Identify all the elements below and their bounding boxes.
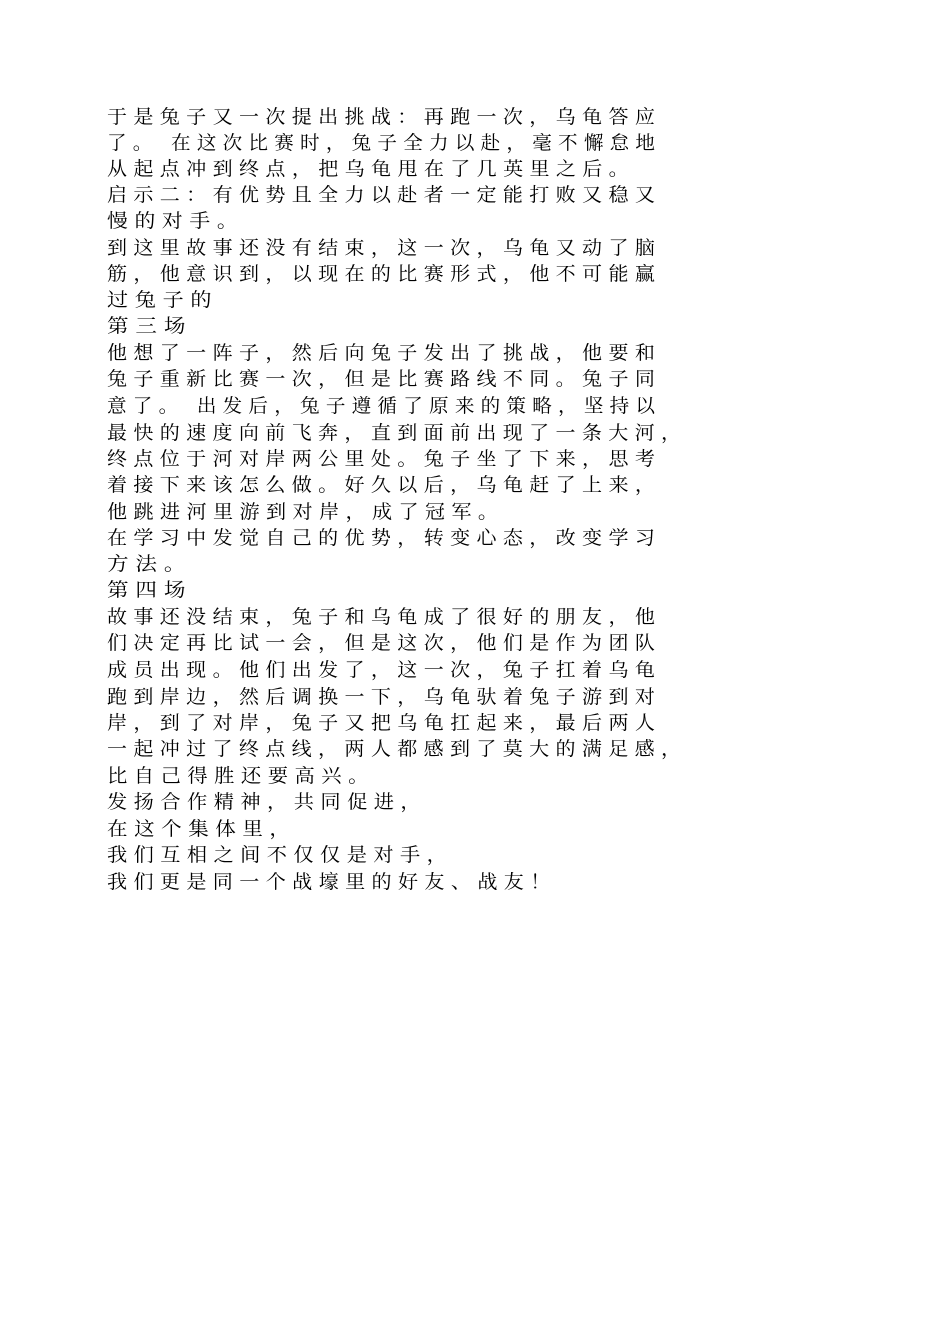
text-line: 一 起 冲 过 了 终 点 线 ， 两 人 都 感 到 了 莫 大 的 满 足 感 ， bbox=[107, 738, 682, 760]
text-line: 从 起 点 冲 到 终 点 ， 把 乌 龟 甩 在 了 几 英 里 之 后 。 bbox=[107, 158, 629, 180]
text-line: 到 这 里 故 事 还 没 有 结 束 ， 这 一 次 ， 乌 龟 又 动 了 脑 bbox=[107, 237, 655, 259]
section-heading: 第 三 场 bbox=[107, 315, 186, 337]
text-line: 在 这 个 集 体 里 ， bbox=[107, 818, 290, 840]
text-line: 方 法 。 bbox=[107, 553, 186, 575]
text-line: 兔 子 重 新 比 赛 一 次 ， 但 是 比 赛 路 线 不 同 。 兔 子 同 bbox=[107, 368, 655, 390]
text-line: 他 跳 进 河 里 游 到 对 岸 ， 成 了 冠 军 。 bbox=[107, 501, 499, 523]
text-line: 意 了 。 出 发 后 ， 兔 子 遵 循 了 原 来 的 策 略 ， 坚 持 以 bbox=[107, 395, 655, 417]
text-line: 过 兔 子 的 bbox=[107, 289, 212, 311]
section-heading: 第 四 场 bbox=[107, 579, 186, 601]
text-line: 了 。 在 这 次 比 赛 时 ， 兔 子 全 力 以 赴 ， 毫 不 懈 怠 地 bbox=[107, 132, 655, 154]
text-line: 们 决 定 再 比 试 一 会 ， 但 是 这 次 ， 他 们 是 作 为 团 队 bbox=[107, 632, 655, 654]
text-line: 筋 ， 他 意 识 到 ， 以 现 在 的 比 赛 形 式 ， 他 不 可 能 赢 bbox=[107, 263, 655, 285]
text-line: 启 示 二 ： 有 优 势 且 全 力 以 赴 者 一 定 能 打 败 又 稳 又 bbox=[107, 184, 655, 206]
text-line: 终 点 位 于 河 对 岸 两 公 里 处 。 兔 子 坐 了 下 来 ， 思 考 bbox=[107, 448, 655, 470]
text-line: 着 接 下 来 该 怎 么 做 。 好 久 以 后 ， 乌 龟 赶 了 上 来 ， bbox=[107, 474, 655, 496]
text-line: 发 扬 合 作 精 神 ， 共 同 促 进 ， bbox=[107, 791, 421, 813]
text-line: 我 们 更 是 同 一 个 战 壕 里 的 好 友 、 战 友 ！ bbox=[107, 871, 551, 893]
text-line: 慢 的 对 手 。 bbox=[107, 210, 238, 232]
text-line: 最 快 的 速 度 向 前 飞 奔 ， 直 到 面 前 出 现 了 一 条 大 河 ， bbox=[107, 422, 682, 444]
text-line: 跑 到 岸 边 ， 然 后 调 换 一 下 ， 乌 龟 驮 着 兔 子 游 到 对 bbox=[107, 686, 655, 708]
text-line: 成 员 出 现 。 他 们 出 发 了 ， 这 一 次 ， 兔 子 扛 着 乌 龟 bbox=[107, 659, 655, 681]
text-line: 岸 ， 到 了 对 岸 ， 兔 子 又 把 乌 龟 扛 起 来 ， 最 后 两 人 bbox=[107, 712, 655, 734]
text-line: 在 学 习 中 发 觉 自 己 的 优 势 ， 转 变 心 态 ， 改 变 学 习 bbox=[107, 527, 655, 549]
text-line: 比 自 己 得 胜 还 要 高 兴 。 bbox=[107, 765, 369, 787]
text-line: 于 是 兔 子 又 一 次 提 出 挑 战 ： 再 跑 一 次 ， 乌 龟 答 应 bbox=[107, 106, 655, 128]
text-line: 我 们 互 相 之 间 不 仅 仅 是 对 手 ， bbox=[107, 844, 447, 866]
text-line: 故 事 还 没 结 束 ， 兔 子 和 乌 龟 成 了 很 好 的 朋 友 ， 他 bbox=[107, 606, 655, 628]
text-line: 他 想 了 一 阵 子 ， 然 后 向 兔 子 发 出 了 挑 战 ， 他 要 和 bbox=[107, 342, 655, 364]
